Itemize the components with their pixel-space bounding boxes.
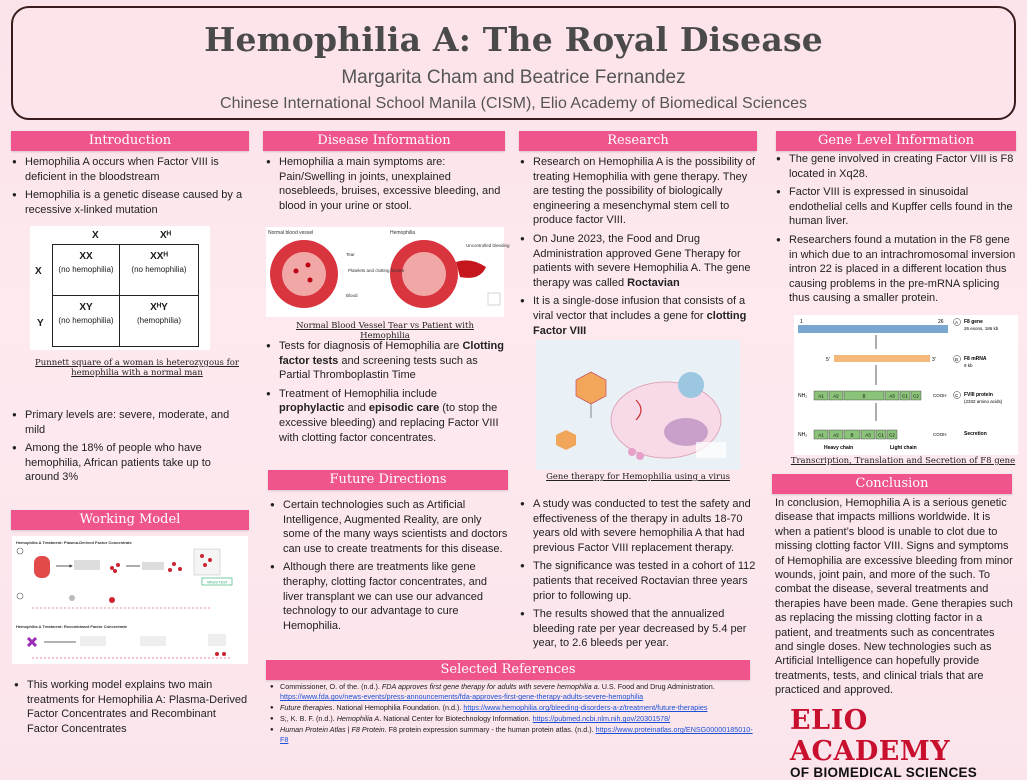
blood-vessel-caption: Normal Blood Vessel Tear vs Patient with Hemophilia xyxy=(296,321,474,341)
gene-therapy-caption: Gene therapy for Hemophilia using a virus xyxy=(546,472,730,482)
disease-info-heading: Disease Information xyxy=(263,131,505,151)
figure-label: 9 kb xyxy=(964,363,973,368)
reference-link[interactable]: https://www.fda.gov/news-events/press-announcements/fda-approves-first-gene-therapy-adults-severe-hemophilia xyxy=(280,692,644,701)
poster-authors: Margarita Cham and Beatrice Fernandez xyxy=(341,67,686,88)
reference-link[interactable]: https://www.proteinatlas.org/ENSG00000185010-F8 xyxy=(280,725,753,744)
list-item: ● A study was conducted to test the safety and effectiveness of the therapy in adults 18-70 years old with severe hemophilia A that had previous Factor VIII replacement therapy. xyxy=(520,497,758,555)
figure-label: A xyxy=(955,320,959,325)
punnett-cell: XXᴴ (no hemophilia) xyxy=(119,244,199,296)
reference-item: ● Human Protein Atlas | F8 Protein. F8 protein expression summary - the human protein atlas. (n.d.). https://www.proteinatlas.org/ENSG00000185010-F8 xyxy=(268,725,758,745)
figure-label: 1 xyxy=(800,319,803,325)
figure-title: Hemophilia A Treatment: Plasma-Derived Factor Concentrate xyxy=(16,540,132,545)
punnett-cell: XᴴY (hemophilia) xyxy=(119,295,199,347)
protein-domain-label: C1 xyxy=(902,393,908,399)
punnett-row-header: X xyxy=(35,266,42,277)
figure-label: COOH xyxy=(933,432,947,437)
protein-domain-label: C2 xyxy=(913,393,919,399)
list-item: ● Certain technologies such as Artificial Intelligence, Augmented Reality, are only some of the many ways scientists and doctors can use to create treatments for this disease. xyxy=(270,498,508,556)
list-item: ● Primary levels are: severe, moderate, and mild xyxy=(12,408,248,437)
introduction-heading: Introduction xyxy=(11,131,249,151)
future-directions-bullets xyxy=(270,498,508,637)
figure-label: Light chain xyxy=(890,445,917,451)
protein-domain-label: C1 xyxy=(878,432,884,438)
protein-domain-label: A2 xyxy=(833,393,839,399)
figure-label: Normal blood vessel xyxy=(268,230,314,236)
figure-label: VIRUS TEST xyxy=(207,580,228,585)
figure-label: Heavy chain xyxy=(824,445,854,451)
list-item: ● This working model explains two main treatments for Hemophilia A: Plasma-Derived Factor Concentrates and Recombinant Factor Concentrates xyxy=(14,678,248,736)
disease-info-bullets xyxy=(266,155,504,217)
figure-label: Hemophilia xyxy=(390,230,416,236)
list-item: ● Researchers found a mutation in the F8 gene in which due to an intrachromosomal inversion intron 22 is placed in a different location thus causing problems in the pre-mRNA splicing thus causing a smaller protein. xyxy=(776,233,1016,306)
figure-label: 3' xyxy=(932,357,936,363)
figure-label: B xyxy=(955,357,959,362)
figure-label: F8 mRNA xyxy=(964,356,987,362)
list-item: ● Research on Hemophilia A is the possibility of treating Hemophilia with gene therapy. They are testing the possibility of biologically engineering a mesenchymal stem cell to produce factor VIII. xyxy=(520,155,758,228)
working-model-figure xyxy=(12,536,248,664)
figure-label: Tear xyxy=(346,252,355,257)
list-item: ● Hemophilia A occurs when Factor VIII is deficient in the bloodstream xyxy=(12,155,248,184)
future-directions-heading: Future Directions xyxy=(268,470,508,490)
figure-label: (2332 amino acids) xyxy=(964,399,1003,404)
protein-domain-label: A2 xyxy=(833,432,839,438)
conclusion-text: In conclusion, Hemophilia A is a serious genetic disease that impacts millions worldwide. It is when a patient’s blood is unable to clot due to missing clotting factor VIII. Signs and symptoms of Hemophilia are excessive bleeding from minor wounds, joint pain, and more of the such. To combat the disease, several treatments and therapies have been made. Gene therapies such as replacing the missing clotting factor in a patient, and treatments such as concentrates and single doses. New technologies such as Artificial Intelligence can hopefully provide treatments, tests, and clinical trials that are practiced and approved. xyxy=(775,497,1013,697)
figure-label: Uncontrolled bleeding xyxy=(466,243,510,248)
list-item: ● Among the 18% of people who have hemophilia, African patients take up to around 3% xyxy=(12,441,248,485)
figure-label: COOH xyxy=(933,393,947,398)
protein-domain-label: A3 xyxy=(865,432,871,438)
protein-domain-label: B xyxy=(862,393,866,399)
list-item: ● Hemophilia a main symptoms are: Pain/Swelling in joints, unexplained nosebleeds, bruises, excessive bleeding, and blood in your urine or stool. xyxy=(266,155,504,213)
list-item: ● The gene involved in creating Factor VIII is F8 located in Xq28. xyxy=(776,152,1016,181)
reference-link[interactable]: https://pubmed.ncbi.nlm.nih.gov/20301578/ xyxy=(532,714,671,723)
reference-link[interactable]: https://www.hemophilia.org/bleeding-disorders-a-z/treatment/future-therapies xyxy=(463,703,708,712)
research-bullets-2 xyxy=(520,497,758,655)
poster-affiliation: Chinese International School Manila (CISM), Elio Academy of Biomedical Sciences xyxy=(220,95,807,112)
list-item: ● Tests for diagnosis of Hemophilia are Clotting factor tests and screening tests such as Partial Thromboplastin Time xyxy=(266,339,504,383)
f8-gene-figure xyxy=(794,315,1018,455)
figure-label: C xyxy=(955,393,959,398)
punnett-col-header: Xᴴ xyxy=(160,230,172,241)
list-item: ● Although there are treatments like gene theraphy, clotting factor concentrates, and liver transplant we can use our advanced technology to our advantage to cure Hemophilia. xyxy=(270,560,508,633)
protein-domain-label: B xyxy=(850,432,854,438)
figure-label: Platelets and clotting factors xyxy=(348,268,405,273)
list-item: ● The significance was tested in a cohort of 112 patients that received Roctavian three years prior to following up. xyxy=(520,559,758,603)
protein-domain-label: A3 xyxy=(889,393,895,399)
introduction-bullets-2 xyxy=(12,408,248,489)
punnett-caption: Punnett square of a woman is heterozygous for hemophilia with a normal man xyxy=(35,358,239,378)
figure-label: NH₂ xyxy=(798,393,808,399)
list-item: ● Hemophilia is a genetic disease caused by a recessive x-linked mutation xyxy=(12,188,248,217)
blood-vessel-figure xyxy=(266,227,510,317)
list-item: ● The results showed that the annualized bleeding rate per year decreased by 5.4 per year, to 2.6 bleeds per year. xyxy=(520,607,758,651)
figure-label: F8 gene xyxy=(964,319,983,325)
elio-academy-logo xyxy=(790,705,1015,780)
list-item: ● Treatment of Hemophilia include prophylactic and episodic care (to stop the excessive bleeding) and replacing Factor VIII with clotting factor concentrates. xyxy=(266,387,504,445)
working-model-bullets xyxy=(14,678,248,740)
references-list xyxy=(268,682,758,746)
punnett-col-header: X xyxy=(92,230,99,241)
reference-item: ● Future therapies. National Hemophilia Foundation. (n.d.). https://www.hemophilia.org/bleeding-disorders-a-z/treatment/future-therapies xyxy=(268,703,758,713)
punnett-cell: XX (no hemophilia) xyxy=(52,244,120,296)
logo-line-2: OF BIOMEDICAL SCIENCES xyxy=(790,765,978,780)
reference-item: ● Commissioner, O. of the. (n.d.). FDA approves first gene therapy for adults with severe hemophilia a. U.S. Food and Drug Administration. https://www.fda.gov/news-events/press-announcements/fda-approves-first-gene-therapy-adults-severe-hemophilia xyxy=(268,682,758,702)
list-item: ● Factor VIII is expressed in sinusoidal endothelial cells and Kupffer cells found in the human liver. xyxy=(776,185,1016,229)
gene-therapy-figure xyxy=(536,340,740,470)
conclusion-heading: Conclusion xyxy=(772,474,1012,494)
protein-domain-label: A1 xyxy=(818,393,824,399)
poster-header xyxy=(11,6,1016,120)
list-item: ● On June 2023, the Food and Drug Administration approved Gene Therapy for patients with severe Hemophilia A. The gene therapy was called Roctavian xyxy=(520,232,758,290)
f8-gene-caption: Transcription, Translation and Secretion of F8 gene xyxy=(790,456,1016,466)
references-heading: Selected References xyxy=(266,660,750,680)
punnett-row-header: Y xyxy=(37,318,44,329)
figure-label: Secretion xyxy=(964,431,987,437)
list-item: ● It is a single-dose infusion that consists of a viral vector that includes a gene for clotting Factor VIII xyxy=(520,294,758,338)
figure-label: FVIII protein xyxy=(964,392,993,398)
protein-domain-label: A1 xyxy=(818,432,824,438)
figure-label: 5' xyxy=(826,357,830,363)
research-bullets xyxy=(520,155,758,342)
gene-level-bullets xyxy=(776,152,1016,310)
logo-line-1: ELIO ACADEMY xyxy=(790,705,951,767)
research-heading: Research xyxy=(519,131,757,151)
figure-label: 26 xyxy=(938,319,944,325)
punnett-square xyxy=(30,226,210,350)
gene-level-heading: Gene Level Information xyxy=(776,131,1016,151)
protein-domain-label: C2 xyxy=(889,432,895,438)
poster-title: Hemophilia A: The Royal Disease xyxy=(204,20,823,59)
disease-info-bullets-2 xyxy=(266,339,504,449)
working-model-heading: Working Model xyxy=(11,510,249,530)
figure-label: Blood xyxy=(346,293,358,298)
figure-label: NH₂ xyxy=(798,432,808,438)
figure-title: Hemophilia A Treatment: Recombinant Factor Concentrate xyxy=(16,624,128,629)
introduction-bullets xyxy=(12,155,248,221)
punnett-cell: XY (no hemophilia) xyxy=(52,295,120,347)
reference-item: ● S;, K. B. F. (n.d.). Hemophilia A. National Center for Biotechnology Information. https://pubmed.ncbi.nlm.nih.gov/20301578/ xyxy=(268,714,758,724)
figure-label: 26 exons, 186 kb xyxy=(964,326,999,331)
